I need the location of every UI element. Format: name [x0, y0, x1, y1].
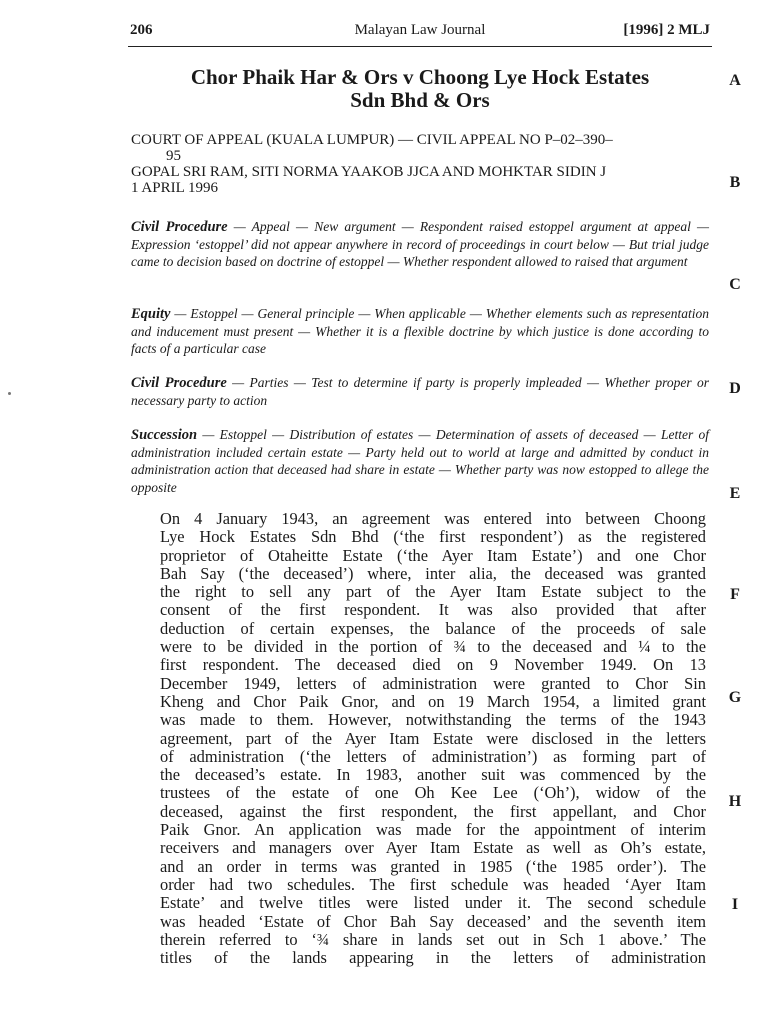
body-line: proprietor of Otaheitte Estate (‘the Ayer Itam Estate’) and one Chor: [160, 545, 706, 565]
header-rule: [128, 46, 712, 47]
catchword-text: — Appeal — New argument — Respondent raised estoppel argument at appeal — Expression ‘estoppel’ did not appear anywhere in record of proceedings in court below — But trial judge came to decision based on doctrine of estoppel — Whether respondent allowed to raised that argument: [131, 219, 709, 270]
catchword-paragraph: [131, 305, 709, 358]
body-line: first respondent. The deceased died on 9 November 1949. On 13: [160, 655, 706, 675]
running-header: [130, 22, 710, 46]
margin-letter-c: C: [729, 276, 741, 293]
body-line: was made to them. However, notwithstanding the terms of the 1943: [160, 710, 706, 730]
catchword-text: — Estoppel — General principle — When applicable — Whether elements such as representation and inducement must present — Whether it is a flexible doctrine by which justice is done according to facts of a particular case: [131, 306, 709, 357]
court-name: COURT OF APPEAL (KUALA LUMPUR) — CIVIL APPEAL NO P–02–390–: [131, 132, 613, 148]
body-line: Kheng and Chor Paik Gnor, and on 19 March 1954, a limited grant: [160, 691, 706, 711]
decision-date: 1 APRIL 1996: [131, 180, 218, 196]
catchword-head: Equity: [131, 306, 171, 322]
margin-letter-e: E: [729, 485, 741, 502]
body-line: receivers and managers over Ayer Itam Estate as well as Oh’s estate,: [160, 838, 706, 858]
body-line: order had two schedules. The first schedule was headed ‘Ayer Itam: [160, 874, 706, 894]
body-line: Paik Gnor. An application was made for the appointment of interim: [160, 820, 706, 840]
margin-letter-h: H: [728, 793, 742, 810]
body-line: deceased, against the first respondent, the first appellant, and Chor: [160, 801, 706, 821]
body-line: of administration (‘the letters of administration’) as forming part of: [160, 746, 706, 766]
judges: GOPAL SRI RAM, SITI NORMA YAAKOB JJCA AND MOHKTAR SIDIN J: [131, 164, 607, 180]
body-line: was headed ‘Estate of Chor Bah Say deceased’ and the seventh item: [160, 911, 706, 931]
margin-letter-a: A: [729, 72, 741, 89]
body-line: On 4 January 1943, an agreement was entered into between Choong: [160, 509, 706, 528]
body-line: Bah Say (‘the deceased’) where, inter alia, the deceased was granted: [160, 563, 706, 583]
case-title: [140, 66, 700, 112]
appeal-number-cont: 95: [166, 148, 181, 164]
court-details: [131, 132, 711, 196]
margin-letter-d: D: [729, 380, 741, 397]
body-line: trustees of the estate of one Oh Kee Lee (‘Oh’), widow of the: [160, 783, 706, 803]
case-title-line: Sdn Bhd & Ors: [350, 88, 490, 112]
body-line: deduction of certain expenses, the balance of the proceeds of sale: [160, 618, 706, 638]
margin-letter-i: I: [731, 896, 739, 913]
margin-letter-b: B: [729, 174, 741, 191]
catchword-head: Succession: [131, 427, 198, 443]
body-line: titles of the lands appearing in the letters of administration: [160, 948, 706, 968]
catchword-head: Civil Procedure: [131, 219, 228, 235]
body-line: were to be divided in the portion of ¾ to the deceased and ¼ to the: [160, 637, 706, 657]
body-line: agreement, part of the Ayer Itam Estate were disclosed in the letters: [160, 728, 706, 748]
body-line: Lye Hock Estates Sdn Bhd (‘the first respondent’) as the registered: [160, 527, 706, 547]
journal-name: Malayan Law Journal: [354, 22, 486, 38]
headnote-body: [160, 510, 706, 967]
scan-speck: [8, 392, 11, 395]
body-line: Estate’ and twelve titles were listed under it. The second schedule: [160, 893, 706, 913]
catchword-paragraph: [131, 218, 709, 271]
body-line: therein referred to ‘¾ share in lands set out in Sch 1 above.’ The: [160, 929, 706, 949]
catchword-head: Civil Procedure: [131, 375, 227, 391]
margin-letter-f: F: [730, 586, 740, 603]
catchword-paragraph: [131, 374, 709, 409]
case-title-line: Chor Phaik Har & Ors v Choong Lye Hock Estates: [190, 65, 650, 89]
body-line: the deceased’s estate. In 1983, another suit was commenced by the: [160, 765, 706, 785]
citation: [1996] 2 MLJ: [623, 22, 710, 38]
page-number: 206: [130, 22, 153, 38]
body-line: consent of the first respondent. It was also provided that after: [160, 600, 706, 620]
body-line: December 1949, letters of administration were granted to Chor Sin: [160, 673, 706, 693]
body-line: and an order in terms was granted in 1985 (‘the 1985 order’). The: [160, 856, 706, 876]
catchword-text: — Estoppel — Distribution of estates — Determination of assets of deceased — Letter of administration included certain estate — Party held out to world at large and admitted by conduct in administration action that deceased had share in estate — Whether party was now estopped to allege the opposite: [131, 427, 709, 495]
catchword-paragraph: [131, 426, 709, 496]
catchword-text: — Parties — Test to determine if party is properly impleaded — Whether proper or necessary party to action: [131, 375, 709, 409]
margin-letter-g: G: [728, 689, 742, 706]
body-line: the right to sell any part of the Ayer Itam Estate subject to the: [160, 582, 706, 602]
